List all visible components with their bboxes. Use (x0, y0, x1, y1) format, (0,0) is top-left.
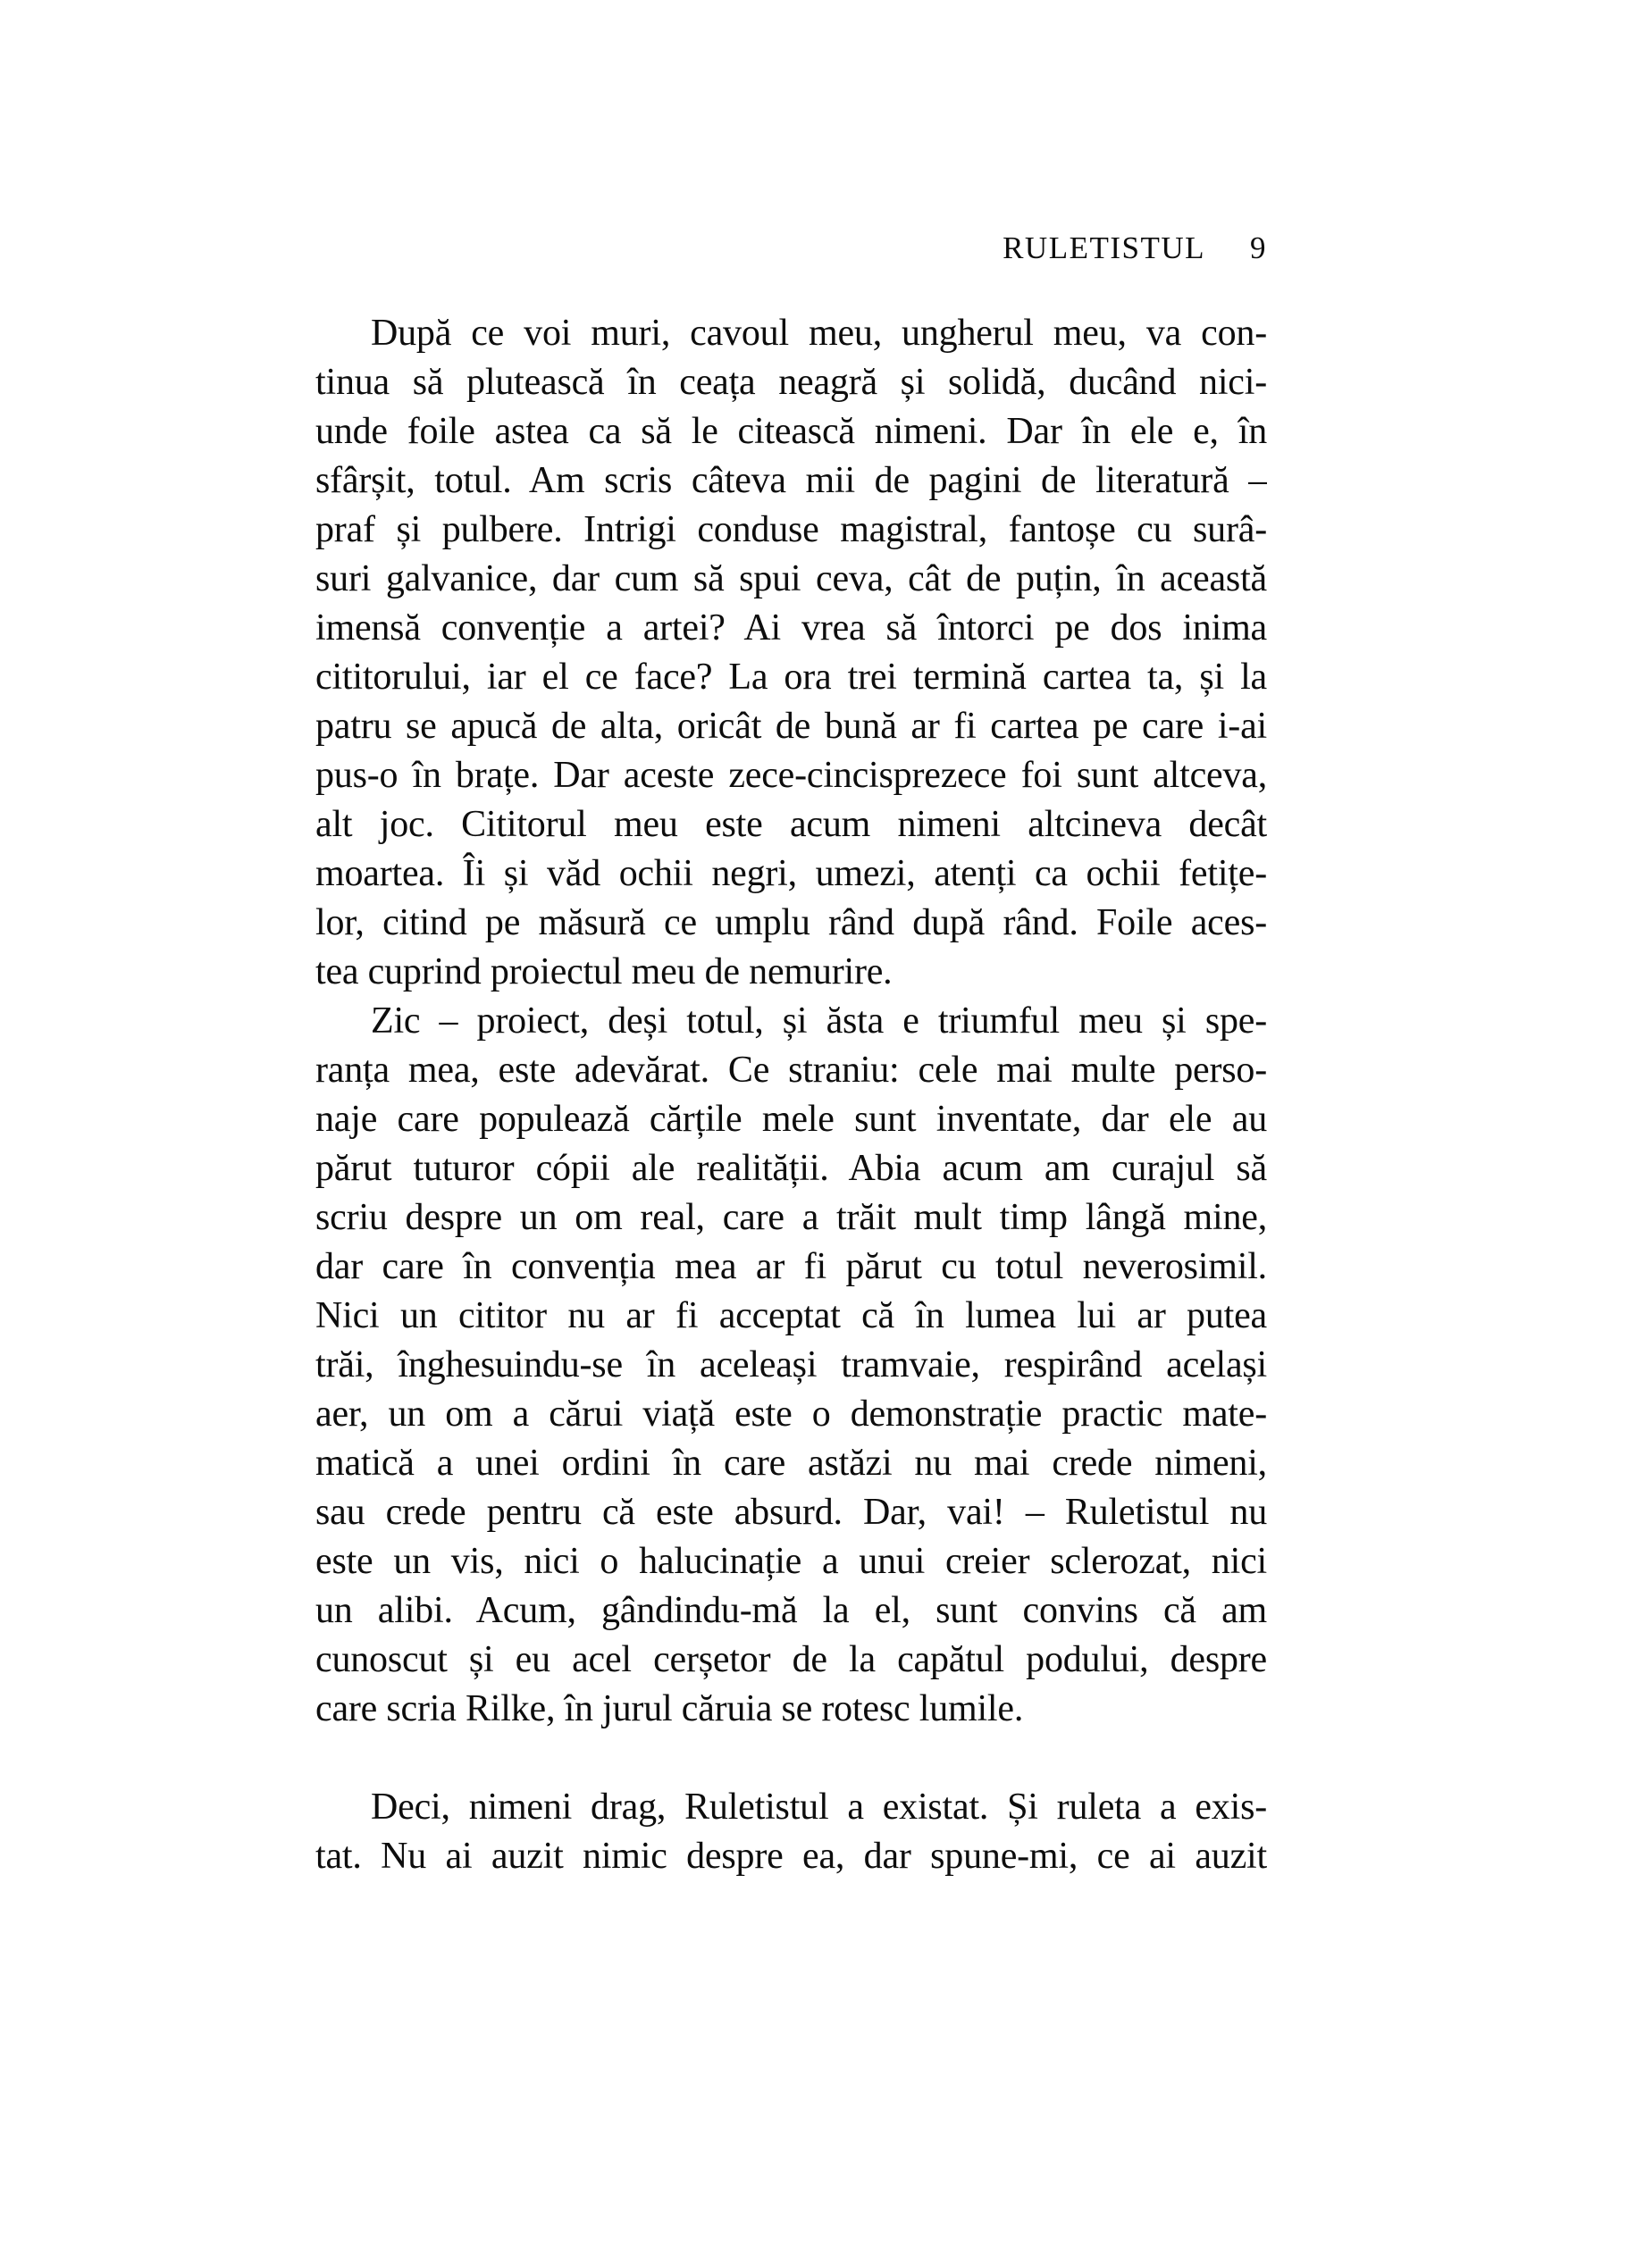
text-line: aer, un om a cărui viață este o demonstrație practic mate- (315, 1393, 1267, 1435)
text-line: părut tuturor cópii ale realității. Abia acum am curajul să (315, 1148, 1267, 1189)
page-body (315, 309, 1267, 1881)
text-line: lor, citind pe măsură ce umplu rând după rând. Foile aces- (315, 902, 1267, 943)
text-line: Nici un cititor nu ar fi acceptat că în lumea lui ar putea (315, 1295, 1267, 1336)
paragraph-3 (315, 1783, 1267, 1881)
text-line: matică a unei ordini în care astăzi nu mai crede nimeni, (315, 1443, 1267, 1484)
text-line: ranța mea, este adevărat. Ce straniu: cele mai multe perso- (315, 1050, 1267, 1091)
running-header (315, 229, 1267, 268)
text-line: patru se apucă de alta, oricât de bună ar fi cartea pe care i-ai (315, 706, 1267, 747)
text-line: cititorului, iar el ce face? La ora trei termină cartea ta, și la (315, 657, 1267, 698)
text-line: sau crede pentru că este absurd. Dar, vai! – Ruletistul nu (315, 1492, 1267, 1533)
text-line: naje care populează cărțile mele sunt inventate, dar ele au (315, 1099, 1267, 1140)
text-line: scriu despre un om real, care a trăit mult timp lângă mine, (315, 1197, 1267, 1238)
text-line: pus-o în brațe. Dar aceste zece-cincisprezece foi sunt altceva, (315, 755, 1267, 796)
text-line: trăi, înghesuindu-se în aceleași tramvaie, respirând același (315, 1344, 1267, 1385)
text-line: Deci, nimeni drag, Ruletistul a existat. Și ruleta a exis- (371, 1787, 1267, 1828)
text-line: tinua să plutească în ceața neagră și solidă, ducând nici- (315, 362, 1267, 403)
text-line: tea cuprind proiectul meu de nemurire. (315, 951, 893, 992)
text-line: este un vis, nici o halucinație a unui creier sclerozat, nici (315, 1541, 1267, 1582)
text-line: imensă convenție a artei? Ai vrea să întorci pe dos inima (315, 607, 1267, 649)
text-line: tat. Nu ai auzit nimic despre ea, dar spune-mi, ce ai auzit (315, 1836, 1267, 1877)
text-line: alt joc. Cititorul meu este acum nimeni altcineva decât (315, 804, 1267, 845)
paragraph-2 (315, 997, 1267, 1734)
text-line: care scria Rilke, în jurul căruia se rotesc lumile. (315, 1688, 1024, 1729)
running-title: RULETISTUL (1003, 230, 1205, 265)
page-number: 9 (1250, 230, 1267, 265)
text-line: unde foile astea ca să le citească nimeni. Dar în ele e, în (315, 411, 1267, 452)
text-line: sfârșit, totul. Am scris câteva mii de pagini de literatură – (315, 460, 1267, 501)
text-line: suri galvanice, dar cum să spui ceva, cât de puțin, în această (315, 558, 1267, 599)
text-line: După ce voi muri, cavoul meu, ungherul meu, va con- (371, 313, 1267, 354)
text-line: un alibi. Acum, gândindu-mă la el, sunt convins că am (315, 1590, 1267, 1631)
text-line: dar care în convenția mea ar fi părut cu totul neverosimil. (315, 1246, 1267, 1287)
text-line: moartea. Îi și văd ochii negri, umezi, atenți ca ochii fetițe- (315, 853, 1267, 894)
text-line: cunoscut și eu acel cerșetor de la capătul podului, despre (315, 1639, 1267, 1680)
text-line: praf și pulbere. Intrigi conduse magistral, fantoșe cu surâ- (315, 509, 1267, 550)
paragraph-1 (315, 309, 1267, 997)
text-line: Zic – proiect, deși totul, și ăsta e triumful meu și spe- (371, 1000, 1267, 1042)
